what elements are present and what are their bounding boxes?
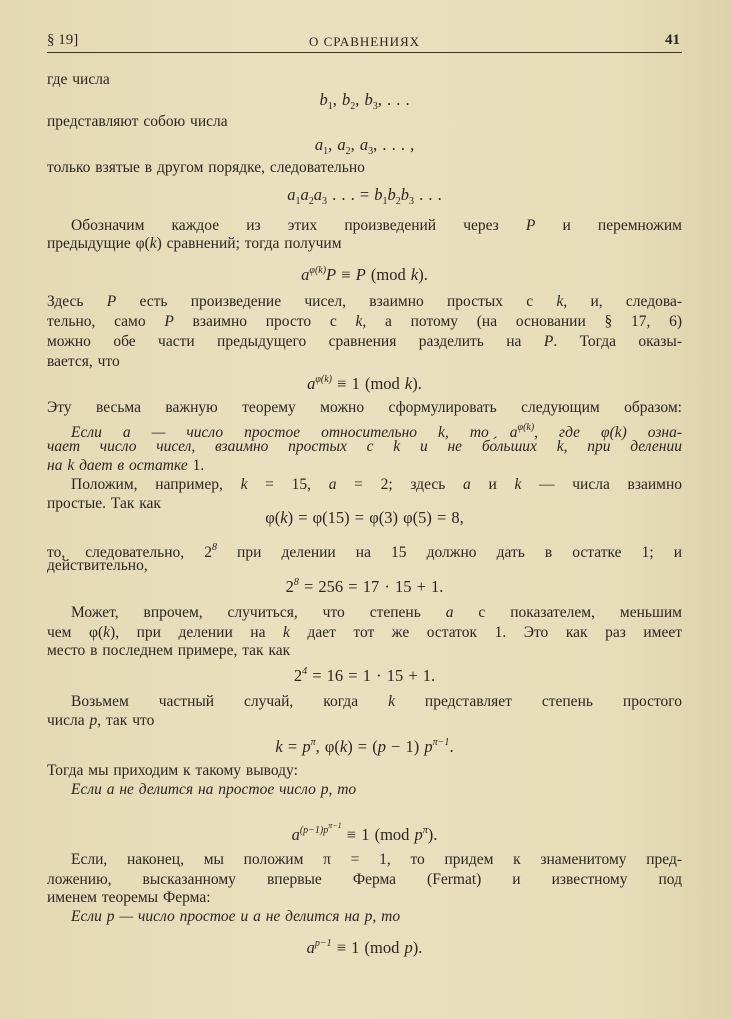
text-segment: ложению, высказанному впервые Ферма (Fermat) и известному под [47,871,682,888]
text-segment: ). [427,825,438,844]
text-segment: p [424,737,433,756]
text-segment: a [463,476,471,493]
text-line [47,456,682,475]
text-segment: a [306,938,315,957]
text-segment: . Тогда оказы- [553,333,683,350]
text-segment: чем φ( [47,624,104,641]
text-segment: P [543,333,554,350]
text-segment: и [470,476,515,493]
text-segment: b [374,185,383,204]
text-segment: , . . . [377,90,410,109]
text-segment: b [364,90,373,109]
text-segment: P [326,265,337,284]
superscript: 8 [293,577,299,588]
formula-line [47,90,682,112]
text-segment: ) = φ(15) = φ(3) φ(5) = 8, [287,508,464,527]
text-segment: , [332,90,342,109]
text-segment: ). [412,938,423,957]
text-segment: Обозначим каждое из этих произведений через [71,217,526,234]
text-segment: , . . . , [373,135,415,154]
text-line [47,332,682,351]
text-segment: простые. Так как [47,495,161,512]
text-segment: и перемножим [535,217,682,234]
section-number: § 19] [47,32,79,48]
text-segment: ≡ [336,265,356,284]
text-line [47,850,682,869]
text-segment: вается, что [47,353,120,370]
text-segment: b [387,185,396,204]
formula-line [47,185,682,207]
text-segment: k [388,693,395,710]
text-segment: Может, впрочем, случиться, что степень [71,604,446,621]
text-segment: k [283,624,290,641]
text-segment: p [414,825,423,844]
text-line [47,623,682,642]
text-segment: , где φ(k) озна- [534,424,682,441]
text-segment: φ( [265,508,281,527]
text-segment: представляют собою числа [47,113,228,130]
superscript: (p−1)p [299,825,329,836]
text-segment: b [400,185,410,204]
text-segment: a [314,135,324,154]
text-segment: есть произведение чисел, взаимно простых с [116,293,557,310]
text-segment: то, следовательно, 2 [47,544,212,561]
text-segment: a [307,374,316,393]
text-segment: p [89,712,98,729]
subscript: 1 [382,196,388,207]
text-segment: a [328,476,337,493]
text-segment: ) сравнений; тогда получим [156,235,342,252]
text-segment: дает тот же остаток 1. Это как раз имеет [289,624,682,641]
text-segment: 2 [293,666,303,685]
text-segment: a [301,265,310,284]
text-segment: ). [412,374,422,393]
text-segment: при делении на 15 должно дать в остатке 1; и [216,544,682,561]
text-segment: Если a не делится на простое число p, то [71,781,357,798]
formula-line [47,733,682,756]
text-line [47,292,682,311]
text-segment: с показателем, меньшим [453,604,682,621]
subscript: 1 [327,101,333,112]
chapter-title: О СРАВНЕНИЯХ [308,34,421,49]
text-segment: p [377,737,386,756]
text-segment: k [410,265,419,284]
text-segment: k [404,374,413,393]
superscript: φ(k) [517,422,535,433]
text-segment: 1. [192,457,205,474]
text-segment: место в последнем примере, так как [47,642,291,659]
text-segment: k [275,737,283,756]
text-segment: ). [418,265,428,284]
formula-line [47,261,682,284]
text-segment: действительно, [47,557,148,574]
formula-line [47,508,682,527]
text-segment: Эту весьма важную теорему можно сформулировать следующим образом: [47,399,682,416]
text-line [47,418,682,441]
text-line [47,475,682,494]
text-line [47,761,682,780]
subscript: 3 [409,196,415,207]
text-segment: b [319,90,328,109]
text-line [47,888,682,907]
text-segment: Положим, например, [71,476,241,493]
subscript: 2 [308,196,314,207]
superscript: p−1 [314,938,332,949]
text-segment: ) = ( [347,737,378,756]
superscript: 8 [211,542,217,553]
superscript: 4 [302,666,308,677]
superscript: π−1 [328,821,342,830]
text-line [47,216,682,235]
text-segment: ≡ 1 (mod [341,825,415,844]
formula-line [47,573,682,596]
text-segment: k [514,476,522,493]
text-segment: k [103,624,111,641]
text-segment: = [282,737,303,756]
text-segment: предыдущие φ( [47,235,150,252]
text-segment: p [302,737,311,756]
text-segment: k [339,737,348,756]
text-segment: чает число чисел, взаимно простых с k и не бо́льших k, при делении [47,438,682,455]
text-segment: (mod [365,265,411,284]
text-segment: P [355,265,366,284]
text-segment: ≡ 1 (mod [332,374,405,393]
text-segment: Здесь [47,293,107,310]
text-segment: взаимно просто с [173,313,356,330]
text-line [47,70,682,89]
text-segment: 2 [285,577,294,596]
text-line [47,234,682,253]
text-line [47,907,682,926]
subscript: 3 [368,146,374,157]
text-segment: именем теоремы Ферма: [47,889,211,906]
text-segment: ), при делении на [110,624,283,641]
text-line [47,352,682,371]
text-segment: , [350,135,360,154]
text-segment: . . . [414,185,442,204]
text-segment: = 15, [247,476,329,493]
text-line [47,780,682,799]
text-segment: представляет степень простого [394,693,682,710]
text-segment: p [404,938,413,957]
page-number: 41 [665,32,680,48]
text-line [47,692,682,711]
text-line [47,312,682,331]
superscript: π [310,737,316,748]
formula-line [47,370,682,393]
subscript: 3 [372,101,378,112]
text-segment: = 16 = 1 · 15 + 1. [307,666,436,685]
text-segment: , φ( [315,737,340,756]
text-segment: Если a — число простое относительно k, то a [71,424,518,441]
text-segment: k [280,508,288,527]
text-segment: Тогда мы приходим к такому выводу: [47,762,298,779]
subscript: 3 [321,196,327,207]
formula-line [47,816,682,844]
text-segment: a [300,185,309,204]
text-segment: , а потому (на основании § 17, 6) [362,313,683,330]
text-line [47,870,682,889]
text-line [47,112,682,131]
superscript: φ(k) [309,265,327,276]
running-header [47,30,682,53]
text-line [47,437,682,456]
text-segment: Возьмем частный случай, когда [71,693,389,710]
subscript: 1 [323,146,329,157]
text-segment: k [355,313,363,330]
text-segment: только взятые в другом порядке, следовательно [47,159,365,176]
text-segment: , [355,90,365,109]
text-segment: , и, следова- [563,293,682,310]
text-segment: P [525,217,536,234]
text-segment: k [556,293,564,310]
superscript: π−1 [432,737,450,748]
text-segment: где числа [47,71,110,88]
text-segment: = 256 = 17 · 15 + 1. [298,577,444,596]
text-line [47,398,682,417]
text-line [47,711,682,730]
subscript: 2 [395,196,401,207]
text-segment: − 1) [385,737,425,756]
text-segment: a [291,825,300,844]
text-segment: числа [47,712,90,729]
formula-line [47,934,682,957]
text-segment: Если, наконец, мы положим π = 1, то придем к знаменитому пред- [71,851,682,868]
superscript: φ(k) [315,374,333,385]
text-segment: — числа взаимно [521,476,683,493]
text-segment: , [328,135,338,154]
formula-line [47,135,682,157]
text-segment: k [240,476,248,493]
text-segment: b [341,90,351,109]
text-line [47,641,682,660]
subscript: 1 [295,196,301,207]
text-segment: a [287,185,296,204]
text-segment: P [164,313,174,330]
text-line [47,158,682,177]
text-segment: Если p — число простое и a не делится на p, то [71,908,401,925]
text-segment: a [337,135,346,154]
subscript: 2 [350,101,356,112]
subscript: 2 [345,146,351,157]
text-segment: P [106,293,117,310]
text-segment: можно обе части предыдущего сравнения разделить на [47,333,544,350]
text-line [47,538,682,561]
text-line [47,603,682,622]
text-segment: = 2; здесь [336,476,463,493]
formula-line [47,662,682,685]
text-segment: a [313,185,322,204]
text-segment: k [149,235,157,252]
text-segment: a [445,604,454,621]
text-segment: , так что [97,712,155,729]
text-segment: ≡ 1 (mod [331,938,405,957]
text-segment: на k дает в остатке [47,457,193,474]
superscript: π [422,825,428,836]
text-segment: тельно, само [47,313,165,330]
text-segment: . [449,737,454,756]
text-segment: a [359,135,369,154]
text-segment: . . . = [326,185,375,204]
